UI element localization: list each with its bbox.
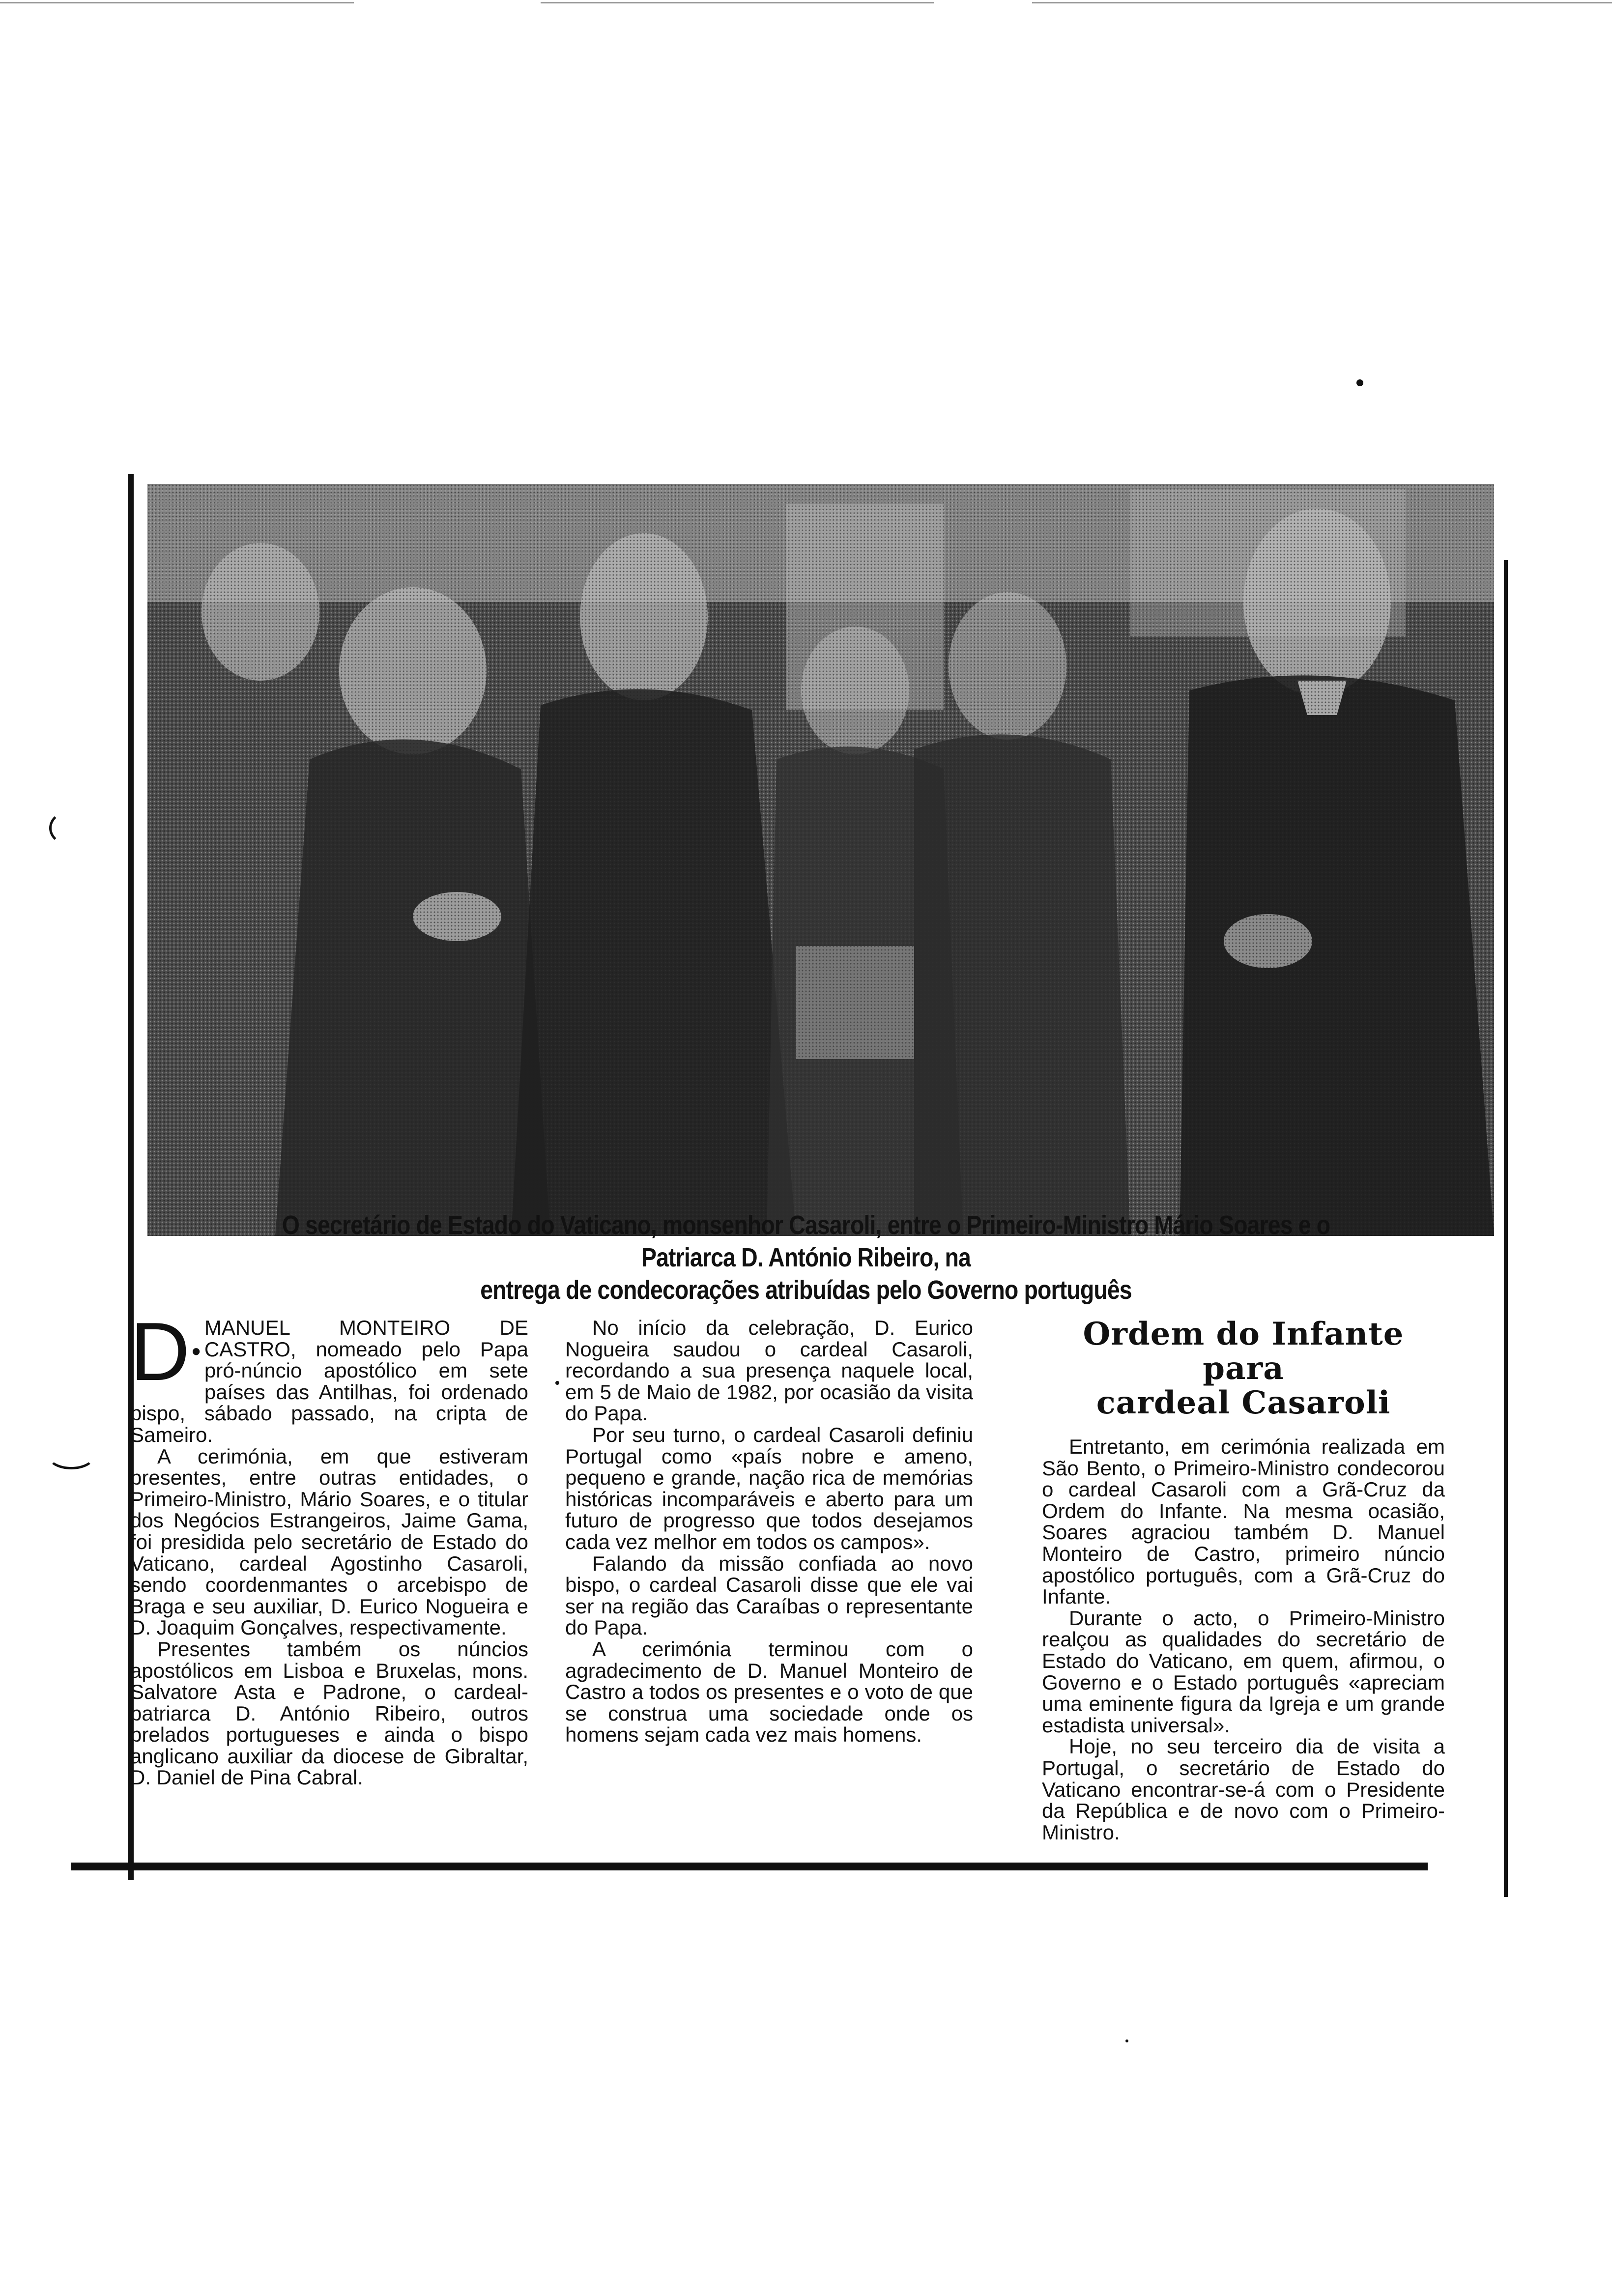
sidebar-headline	[1042, 1317, 1445, 1420]
sidebar-paragraph: Durante o acto, o Primeiro-Ministro realçou as qualidades do secretário de Estado do Vaticano, em quem, afirmou, o Governo e o Estado português «apreciam uma eminente figura da Igreja e um grande estadista universal».	[1042, 1606, 1445, 1737]
photo-caption-line: entrega de condecorações atribuídas pelo Governo português	[480, 1275, 1132, 1305]
scan-speck	[1125, 2039, 1128, 2042]
sidebar-paragraph: Hoje, no seu terceiro dia de visita a Portugal, o secretário de Estado do Vaticano encontrar-se-á com o Presidente da República e de novo com o Primeiro-Ministro.	[1042, 1735, 1445, 1844]
sidebar-headline-line: cardeal Casaroli	[1096, 1384, 1391, 1421]
scan-speck	[1356, 379, 1363, 386]
margin-pen-mark	[47, 1440, 96, 1469]
article-paragraph: Presentes também os núncios apostólicos em Lisboa e Bruxelas, mons. Salvatore Asta e Padrone, o cardeal-patriarca D. António Ribeiro, outros prelados portugueses e ainda o bispo anglicano auxiliar da diocese de Gibraltar, D. Daniel de Pina Cabral.	[130, 1637, 528, 1789]
news-photo-image	[147, 484, 1494, 1236]
article-lead-paragraph	[130, 1305, 528, 1446]
scan-edge-line	[1032, 2, 1612, 3]
article-paragraph: Por seu turno, o cardeal Casaroli definiu Portugal como «país nobre e ameno, pequeno e grande, nação rica de memórias históricas incomparáveis e aberto para um futuro de progresso que todos desejamos cada vez melhor em todos os campos».	[565, 1423, 973, 1553]
clipping-bottom-rule	[71, 1863, 1428, 1870]
sidebar-story	[1042, 1317, 1445, 1843]
margin-pen-mark	[49, 811, 88, 845]
sidebar-paragraph: Entretanto, em cerimónia realizada em São Bento, o Primeiro-Ministro condecorou o cardeal Casaroli com a Grã-Cruz da Ordem do Infante. Na mesma ocasião, Soares agraciou também D. Manuel Monteiro de Castro, primeiro núncio apostólico português, com a Grã-Cruz do Infante.	[1042, 1435, 1445, 1608]
scan-speck	[555, 1381, 559, 1385]
article-paragraph: Falando da missão confiada ao novo bispo, o cardeal Casaroli disse que ele vai ser na região das Caraíbas o representante do Papa.	[565, 1551, 973, 1639]
news-photo	[147, 484, 1494, 1236]
drop-cap-dot: •	[192, 1338, 201, 1365]
article-lead-text: MANUEL MONTEIRO DE CASTRO, nomeado pelo Papa pró-núncio apostólico em sete países das Antilhas, foi ordenado bispo, sábado passado, na cripta de Sameiro.	[130, 1316, 528, 1446]
drop-cap: D	[130, 1305, 190, 1398]
article-column-2	[565, 1317, 973, 1746]
article-paragraph: No início da celebração, D. Eurico Nogueira saudou o cardeal Casaroli, recordando a sua presença naquele local, em 5 de Maio de 1982, por ocasião da visita do Papa.	[565, 1316, 973, 1425]
scan-edge-line	[541, 2, 934, 3]
scan-edge-line	[0, 2, 354, 3]
sidebar-headline-line: Ordem do Infante para	[1083, 1316, 1404, 1387]
clipping-right-rule	[1504, 560, 1508, 1897]
article-paragraph: A cerimónia terminou com o agradecimento de D. Manuel Monteiro de Castro a todos os presentes e o voto de que se construa uma sociedade onde os homens sejam cada vez mais homens.	[565, 1637, 973, 1747]
photo-caption-line: O secretário de Estado do Vaticano, monsenhor Casaroli, entre o Primeiro-Ministro Mário Soares e o Patriarca D. António Ribeiro, na	[282, 1210, 1330, 1272]
article-column-1	[130, 1305, 528, 1789]
article-paragraph: A cerimónia, em que estiveram presentes, entre outras entidades, o Primeiro-Ministro, Mário Soares, e o titular dos Negócios Estrangeiros, Jaime Gama, foi presidida pelo secretário de Estado do Vaticano, cardeal Agostinho Casaroli, sendo coordenmantes o arcebispo de Braga e seu auxiliar, D. Eurico Nogueira e D. Joaquim Gonçalves, respectivamente.	[130, 1444, 528, 1639]
photo-caption	[259, 1209, 1353, 1306]
